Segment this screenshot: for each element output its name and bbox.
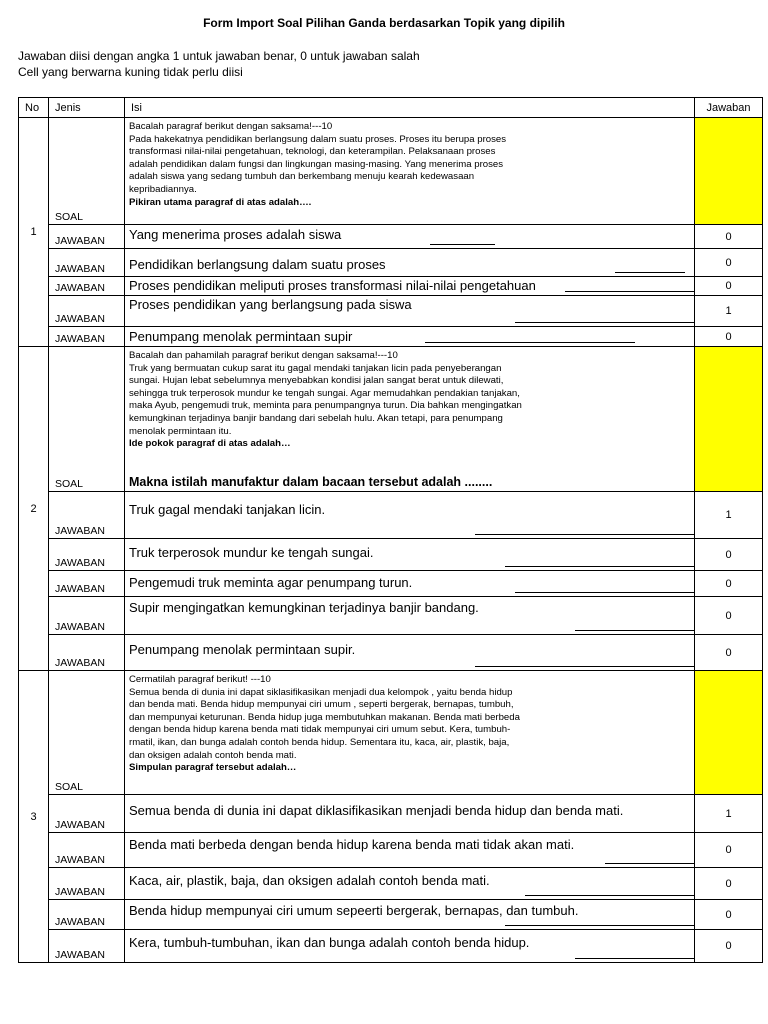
answer-option xyxy=(125,635,695,671)
passage-line: Bacalah dan pahamilah paragraf berikut dengan saksama!---10 xyxy=(129,350,398,361)
answer-underline xyxy=(475,534,695,535)
soal-content xyxy=(125,671,695,795)
passage-line: dan benda mati. Benda hidup mempunyai ciri umum , seperti bergerak, bernapas, tumbuh, xyxy=(129,699,514,711)
answer-row xyxy=(19,327,763,347)
passage-line: sungai. Hujan lebat sebelumnya menyebabkan kondisi jalan sangat berat untuk dilewati, xyxy=(129,375,504,387)
answer-option xyxy=(125,930,695,963)
answer-option xyxy=(125,327,695,347)
answer-key-cell[interactable]: 0 xyxy=(695,539,763,571)
answer-label: JAWABAN xyxy=(49,833,125,868)
answer-row xyxy=(19,900,763,930)
answer-text: Truk gagal mendaki tanjakan licin. xyxy=(129,502,326,517)
reading-passage xyxy=(125,118,694,209)
answer-row xyxy=(19,296,763,327)
answer-underline xyxy=(475,666,695,667)
passage-line: Semua benda di dunia ini dapat siklasifikasikan menjadi dua kelompok , yaitu benda hidup xyxy=(129,686,513,698)
header-jawaban: Jawaban xyxy=(695,98,763,118)
answer-row xyxy=(19,635,763,671)
answer-option xyxy=(125,571,695,597)
soal-label: SOAL xyxy=(49,671,125,795)
answer-underline xyxy=(605,863,695,864)
answer-option xyxy=(125,868,695,900)
answer-key-cell-disabled xyxy=(695,347,763,492)
answer-text: Kera, tumbuh-tumbuhan, ikan dan bunga adalah contoh benda hidup. xyxy=(129,935,530,950)
answer-underline xyxy=(575,630,695,631)
form-body xyxy=(19,118,763,963)
soal-row xyxy=(19,671,763,795)
answer-option xyxy=(125,492,695,539)
soal-content xyxy=(125,347,695,492)
answer-underline xyxy=(515,322,695,323)
soal-label: SOAL xyxy=(49,347,125,492)
answer-key-cell[interactable]: 1 xyxy=(695,296,763,327)
answer-underline xyxy=(525,895,695,896)
answer-label: JAWABAN xyxy=(49,539,125,571)
answer-option xyxy=(125,225,695,249)
answer-key-cell[interactable]: 0 xyxy=(695,571,763,597)
answer-option xyxy=(125,900,695,930)
answer-option xyxy=(125,249,695,277)
answer-label: JAWABAN xyxy=(49,225,125,249)
answer-row xyxy=(19,795,763,833)
answer-text: Proses pendidikan yang berlangsung pada siswa xyxy=(129,297,412,312)
answer-row xyxy=(19,249,763,277)
answer-row xyxy=(19,225,763,249)
answer-key-cell[interactable]: 0 xyxy=(695,249,763,277)
passage-line: menolak permintaan itu. xyxy=(129,425,232,437)
answer-option xyxy=(125,795,695,833)
answer-underline xyxy=(575,958,695,959)
answer-key-cell[interactable]: 0 xyxy=(695,635,763,671)
passage-line: sehingga truk terperosok mundur ke tengah sungai. Agar memudahkan pendakian tanjakan, xyxy=(129,387,520,399)
answer-key-cell[interactable]: 0 xyxy=(695,327,763,347)
answer-key-cell-disabled xyxy=(695,118,763,225)
answer-text: Penumpang menolak permintaan supir. xyxy=(129,642,356,657)
header-no: No xyxy=(19,98,49,118)
answer-underline xyxy=(515,592,695,593)
answer-text: Benda mati berbeda dengan benda hidup karena benda mati tidak akan mati. xyxy=(129,837,575,852)
answer-label: JAWABAN xyxy=(49,249,125,277)
soal-label: SOAL xyxy=(49,118,125,225)
answer-key-cell[interactable]: 0 xyxy=(695,930,763,963)
answer-option xyxy=(125,597,695,635)
answer-label: JAWABAN xyxy=(49,571,125,597)
passage-line: adalah siswa yang sedang tumbuh dan berkembang menuju kearah kedewasaan xyxy=(129,171,475,183)
answer-text: Pendidikan berlangsung dalam suatu proses xyxy=(129,257,386,272)
answer-text: Pengemudi truk meminta agar penumpang turun. xyxy=(129,575,413,590)
question-prompt: Simpulan paragraf tersebut adalah… xyxy=(129,762,297,774)
question-prompt: Ide pokok paragraf di atas adalah… xyxy=(129,438,291,450)
answer-label: JAWABAN xyxy=(49,597,125,635)
answer-key-cell[interactable]: 0 xyxy=(695,597,763,635)
passage-line: dengan benda hidup karena benda mati tidak mempunyai ciri umum sebut. Kera, tumbuh- xyxy=(129,724,511,736)
question-prompt: Pikiran utama paragraf di atas adalah…. xyxy=(129,196,312,208)
answer-label: JAWABAN xyxy=(49,930,125,963)
instruction-yellow-cells: Cell yang berwarna kuning tidak perlu diisi xyxy=(18,65,243,79)
answer-label: JAWABAN xyxy=(49,296,125,327)
passage-line: Truk yang bermuatan cukup sarat itu gagal mendaki tanjakan licin pada penyeberangan xyxy=(129,362,502,374)
header-isi: Isi xyxy=(125,98,695,118)
answer-key-cell[interactable]: 0 xyxy=(695,277,763,296)
answer-row xyxy=(19,492,763,539)
answer-label: JAWABAN xyxy=(49,492,125,539)
answer-row xyxy=(19,571,763,597)
answer-row xyxy=(19,277,763,296)
answer-text: Yang menerima proses adalah siswa xyxy=(129,227,342,242)
passage-line: Pada hakekatnya pendidikan berlangsung dalam suatu proses. Proses itu berupa proses xyxy=(129,133,507,145)
answer-key-cell[interactable]: 0 xyxy=(695,900,763,930)
instruction-answer-rule: Jawaban diisi dengan angka 1 untuk jawaban benar, 0 untuk jawaban salah xyxy=(18,49,420,63)
answer-label: JAWABAN xyxy=(49,900,125,930)
answer-label: JAWABAN xyxy=(49,868,125,900)
answer-row xyxy=(19,868,763,900)
answer-underline xyxy=(565,291,695,292)
question-form-table xyxy=(18,97,763,963)
answer-row xyxy=(19,539,763,571)
answer-underline xyxy=(430,244,495,245)
answer-label: JAWABAN xyxy=(49,327,125,347)
answer-underline xyxy=(615,272,685,273)
question-number: 2 xyxy=(19,347,49,671)
soal-row xyxy=(19,347,763,492)
passage-line: Bacalah paragraf berikut dengan saksama!---10 xyxy=(129,121,333,132)
reading-passage xyxy=(125,671,694,775)
answer-key-cell[interactable]: 1 xyxy=(695,492,763,539)
answer-key-cell[interactable]: 0 xyxy=(695,868,763,900)
answer-key-cell[interactable]: 1 xyxy=(695,795,763,833)
answer-row xyxy=(19,597,763,635)
answer-text: Truk terperosok mundur ke tengah sungai. xyxy=(129,545,374,560)
answer-text: Kaca, air, plastik, baja, dan oksigen adalah contoh benda mati. xyxy=(129,873,490,888)
header-jenis: Jenis xyxy=(49,98,125,118)
passage-line: kemungkinan terjadinya banjir bandang dari sebelah hulu. Akan tetapi, para penumpang xyxy=(129,412,503,424)
answer-label: JAWABAN xyxy=(49,795,125,833)
answer-text: Proses pendidikan meliputi proses transformasi nilai-nilai pengetahuan xyxy=(129,278,536,293)
answer-key-cell[interactable]: 0 xyxy=(695,225,763,249)
question-number: 3 xyxy=(19,671,49,963)
answer-text: Benda hidup mempunyai ciri umum sepeerti bergerak, bernapas, dan tumbuh. xyxy=(129,903,579,918)
passage-line: Cermatilah paragraf berikut! ---10 xyxy=(129,674,271,685)
answer-option xyxy=(125,296,695,327)
passage-line: dan mempunyai keturunan. Benda hidup juga membutuhkan makanan. Benda mati berbeda xyxy=(129,711,520,723)
answer-option xyxy=(125,833,695,868)
passage-line: rmatil, ikan, dan bunga adalah contoh benda hidup. Sementara itu, kaca, air, plastik, baja, xyxy=(129,736,510,748)
answer-underline xyxy=(505,566,695,567)
answer-row xyxy=(19,930,763,963)
passage-line: kepribadiannya. xyxy=(129,183,197,195)
answer-underline xyxy=(425,342,635,343)
passage-line: dan oksigen adalah contoh benda mati. xyxy=(129,749,297,761)
answer-underline xyxy=(505,925,695,926)
answer-row xyxy=(19,833,763,868)
answer-text: Supir mengingatkan kemungkinan terjadinya banjir bandang. xyxy=(129,600,479,615)
answer-key-cell[interactable]: 0 xyxy=(695,833,763,868)
passage-line: adalah pendidikan dalam fungsi dan lingkungan masing-masing. Yang menerima proses xyxy=(129,158,504,170)
header-row xyxy=(19,98,763,118)
answer-option xyxy=(125,277,695,296)
answer-label: JAWABAN xyxy=(49,277,125,296)
passage-line: maka Ayub, pengemudi truk, meminta para penumpangnya turun. Dia bahkan mengingatkan xyxy=(129,400,522,412)
question-extra: Makna istilah manufaktur dalam bacaan tersebut adalah ........ xyxy=(129,475,493,489)
form-title: Form Import Soal Pilihan Ganda berdasarkan Topik yang dipilih xyxy=(203,16,565,30)
answer-text: Penumpang menolak permintaan supir xyxy=(129,329,353,344)
answer-text: Semua benda di dunia ini dapat diklasifikasikan menjadi benda hidup dan benda mati. xyxy=(129,803,624,818)
answer-key-cell-disabled xyxy=(695,671,763,795)
passage-line: transformasi nilai-nilai pengetahuan, teknologi, dan keterampilan. Pelaksanaan proses xyxy=(129,146,496,158)
reading-passage xyxy=(125,347,694,451)
soal-content xyxy=(125,118,695,225)
soal-row xyxy=(19,118,763,225)
question-number: 1 xyxy=(19,118,49,347)
answer-option xyxy=(125,539,695,571)
answer-label: JAWABAN xyxy=(49,635,125,671)
